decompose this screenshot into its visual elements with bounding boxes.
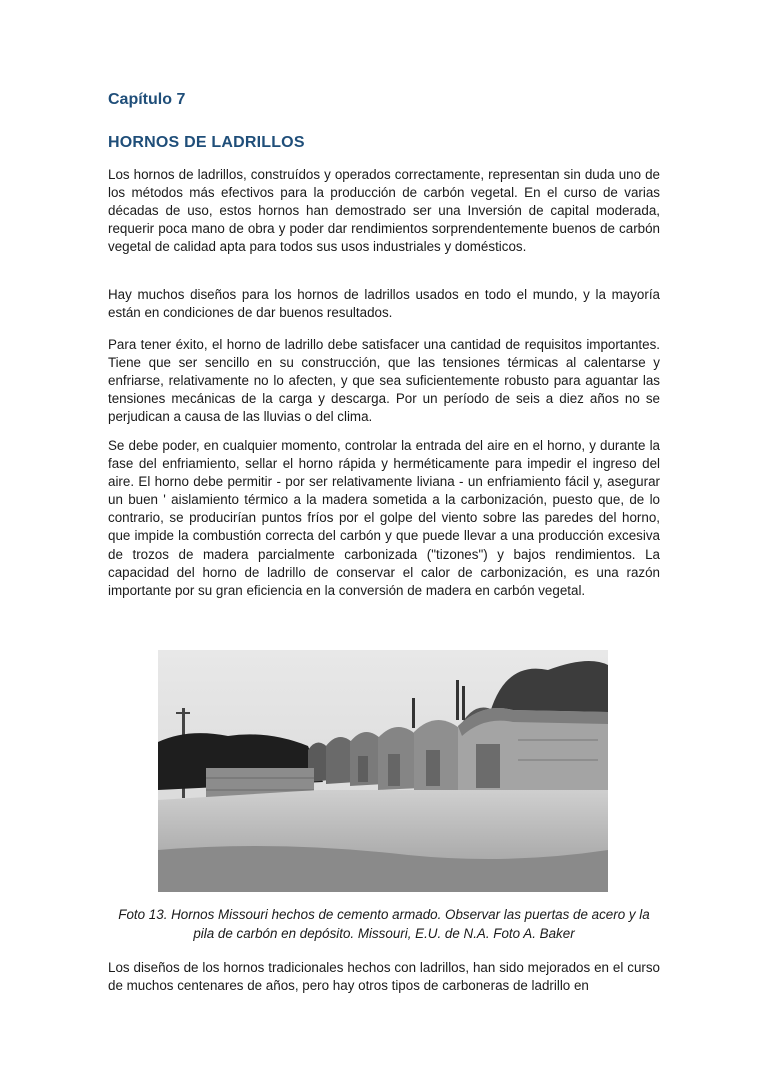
figure-caption: Foto 13. Hornos Missouri hechos de cemento armado. Observar las puertas de acero y la pila de carbón en depósito. Missouri, E.U. de N.A. Foto A. Baker xyxy=(118,907,650,941)
section-title: HORNOS DE LADRILLOS xyxy=(108,134,305,151)
kilns-photo-illustration xyxy=(158,650,608,892)
paragraph-3: Para tener éxito, el horno de ladrillo debe satisfacer una cantidad de requisitos importantes. Tiene que ser sencillo en su construcción, que las tensiones térmicas al calentarse y enfriarse, relativamente no lo afecten, y que sea suficientemente robusto para aguantar las tensiones mecánicas de la carga y descarga. Por un período de seis a diez años no se perjudican a causa de las lluvias o del clima. xyxy=(108,337,660,425)
paragraph-4: Se debe poder, en cualquier momento, controlar la entrada del aire en el horno, y durante la fase del enfriamiento, sellar el horno rápida y herméticamente para impedir el ingreso del aire. El horno debe permitir - por ser relativamente liviana - un enfriamiento fácil y, asegurar un buen ' aislamiento térmico a la madera sometida a la carbonización, puesto que, de lo contrario, se producirían puntos fríos por el golpe del viento sobre las paredes del horno, que impide la combustión correcta del carbón y que puede llevar a una producción excesiva de trozos de madera parcialmente carbonizada ("tizones") y bajos rendimientos. La capacidad del horno de ladrillo de conservar el calor de carbonización, es una razón importante por su gran eficiencia en la conversión de madera en carbón vegetal. xyxy=(108,438,660,598)
paragraph-5: Los diseños de los hornos tradicionales hechos con ladrillos, han sido mejorados en el curso de muchos centenares de años, pero hay otros tipos de carboneras de ladrillo en xyxy=(108,960,660,994)
paragraph-2: Hay muchos diseños para los hornos de ladrillos usados en todo el mundo, y la mayoría están en condiciones de dar buenos resultados. xyxy=(108,287,660,321)
paragraph-1: Los hornos de ladrillos, construídos y operados correctamente, representan sin duda uno de los métodos más efectivos para la producción de carbón vegetal. En el curso de varias décadas de uso, estos hornos han demostrado ser una Inversión de capital moderada, requerir poca mano de obra y poder dar rendimientos sorprendentemente buenos de carbón vegetal de calidad apta para todos sus usos industriales y domésticos. xyxy=(108,167,660,255)
chapter-label: Capítulo 7 xyxy=(108,91,186,108)
kilns-photo xyxy=(158,650,608,892)
